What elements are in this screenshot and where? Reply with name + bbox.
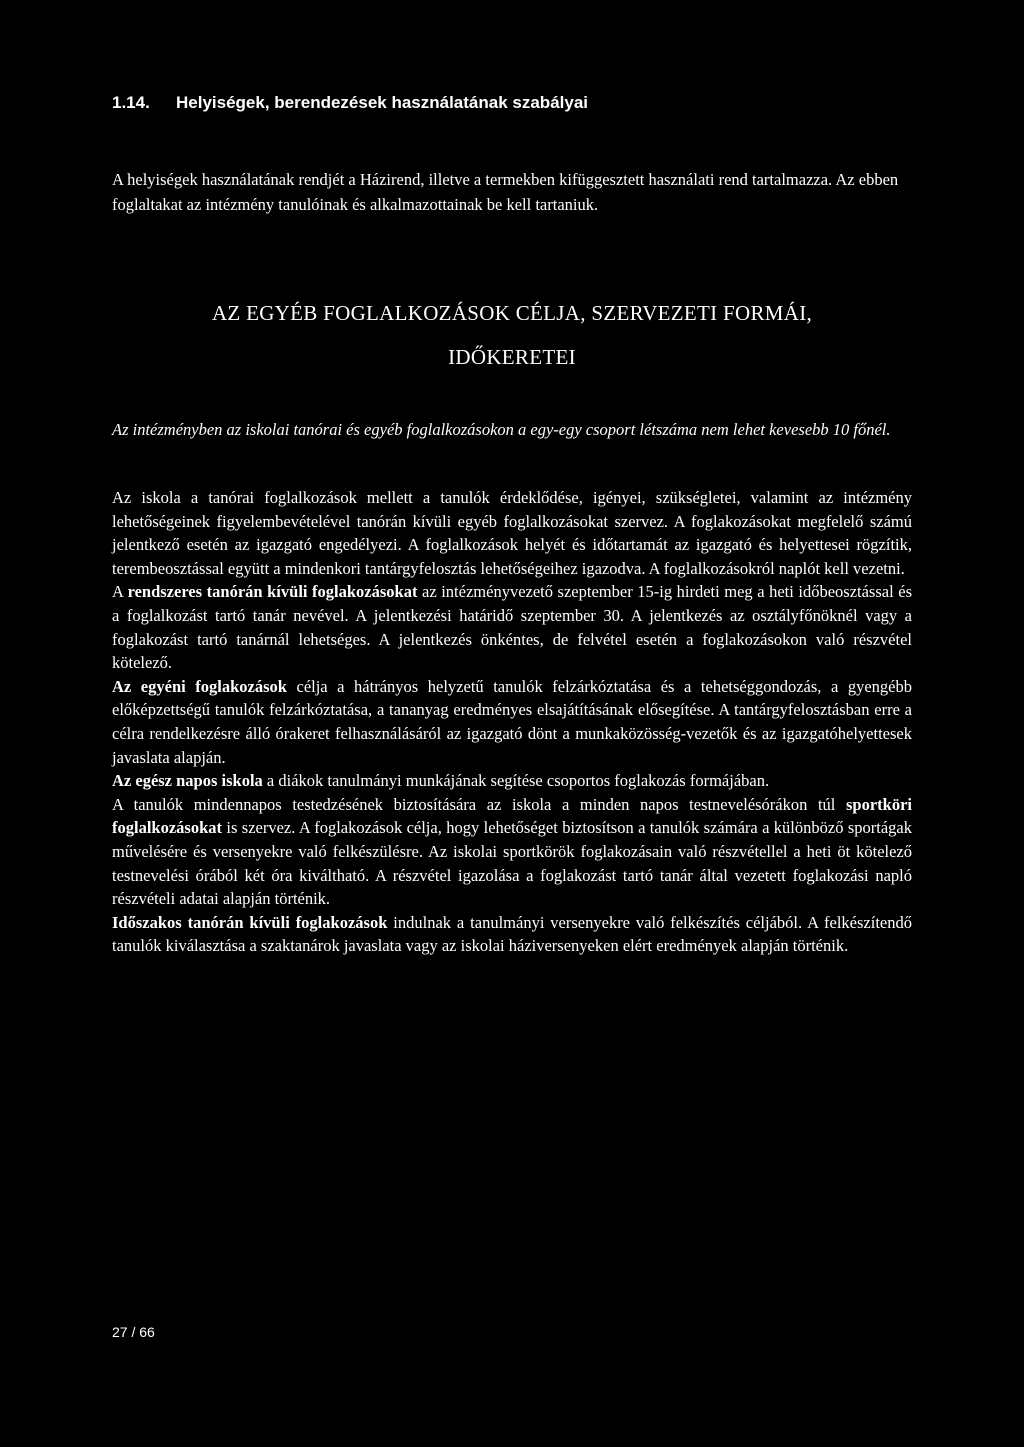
paragraph-general: Az iskola a tanórai foglalkozások mellett a tanulók érdeklődése, igényei, szükségletei, valamint az intézmény lehetőségeinek figyelembevételével tanórán kívüli egyéb foglalkozásokat szervez. A foglakozásokat megfelelő számú jelentkező esetén az igazgató engedélyezi. A foglalkozások helyét és időtartamát az igazgató és helyettesei rögzítik, terembeosztással együtt a mindenkori tantárgyfelosztás lehetőségeihez igazodva. A foglalkozásokról naplót kell vezetni. (112, 488, 912, 578)
paragraph-regular-activities (112, 580, 912, 674)
bold-term-sports: sportköri foglalkozásokat (112, 794, 912, 838)
section-title: Helyiségek, berendezések használatának szabályai (176, 93, 589, 112)
section-number: 1.14. (112, 93, 150, 112)
main-heading-line-2: IDŐKERETEI (448, 345, 576, 369)
main-heading-line-1: AZ EGYÉB FOGLALKOZÁSOK CÉLJA, SZERVEZETI FORMÁI, (211, 301, 813, 325)
text-run: indulnak a tanulmányi versenyekre való felkészítés céljából. A felkészítendő tanulók kiválasztása a szaktanárok javaslata vagy az iskolai háziversenyeken elért eredmények alapján történik. (112, 912, 912, 956)
text-run: a diákok tanulmányi munkájának segítése csoportos foglakozás formájában. (262, 771, 770, 791)
body-text (112, 486, 912, 958)
paragraph-individual-activities (112, 675, 912, 769)
page-number: 27 / 66 (112, 1324, 155, 1340)
group-size-note: Az intézményben az iskolai tanórai és egyéb foglalkozásokon a egy-egy csoport létszáma nem lehet kevesebb 10 főnél. (112, 420, 891, 439)
paragraph-full-day-school (112, 769, 912, 793)
main-heading (112, 291, 912, 379)
text-run: is szervez. A foglakozások célja, hogy lehetőséget biztosítson a tanulók számára a különböző sportágak művelésére és versenyekre való felkészülésre. Az iskolai sportkörök foglakozásain való részvétellel a heti öt kötelező testnevelési órából két óra kiváltható. A részvétel igazolása a foglakozást tartó tanár által vezetett foglakozási napló részvételi adatai alapján történik. (112, 818, 912, 909)
bold-term-periodic: Időszakos tanórán kívüli foglakozások (112, 912, 388, 932)
text-run: A (112, 582, 128, 602)
paragraph-sports-club (112, 793, 912, 911)
section-heading (112, 90, 932, 116)
bold-term-individual: Az egyéni foglakozások (112, 676, 287, 696)
intro-paragraph: A helyiségek használatának rendjét a Házirend, illetve a termekben kifüggesztett használati rend tartalmazza. Az ebben foglaltakat az intézmény tanulóinak és alkalmazottainak be kell tartaniuk. (112, 170, 899, 214)
text-run: az intézményvezető szeptember 15-ig hirdeti meg a heti időbeosztással és a foglalkozást tartó tanár nevével. A jelentkezési határidő szeptember 30. A jelentkezés az osztályfőnöknél vagy a foglakozást tartó tanárnál lehetséges. A jelentkezés önkéntes, de felvétel esetén a foglakozásokon való részvétel kötelező. (112, 582, 912, 673)
paragraph-periodic-activities (112, 911, 912, 958)
text-run: célja a hátrányos helyzetű tanulók felzárkóztatása és a tehetséggondozás, a gyengébb előképzettségű tanulók felzárkóztatása, a tananyag eredményes elsajátításának elősegítése. A tantárgyfelosztásban erre a célra rendelkezésre álló órakeret felhasználásáról az igazgató dönt a munkaközösség-vezetők és az igazgatóhelyettesek javaslata alapján. (112, 676, 912, 767)
bold-term-full-day: Az egész napos iskola (112, 771, 263, 791)
bold-term-regular: rendszeres tanórán kívüli foglakozásokat (127, 582, 418, 602)
text-run: A tanulók mindennapos testedzésének biztosítására az iskola a minden napos testnevelésórákon túl (112, 794, 846, 814)
